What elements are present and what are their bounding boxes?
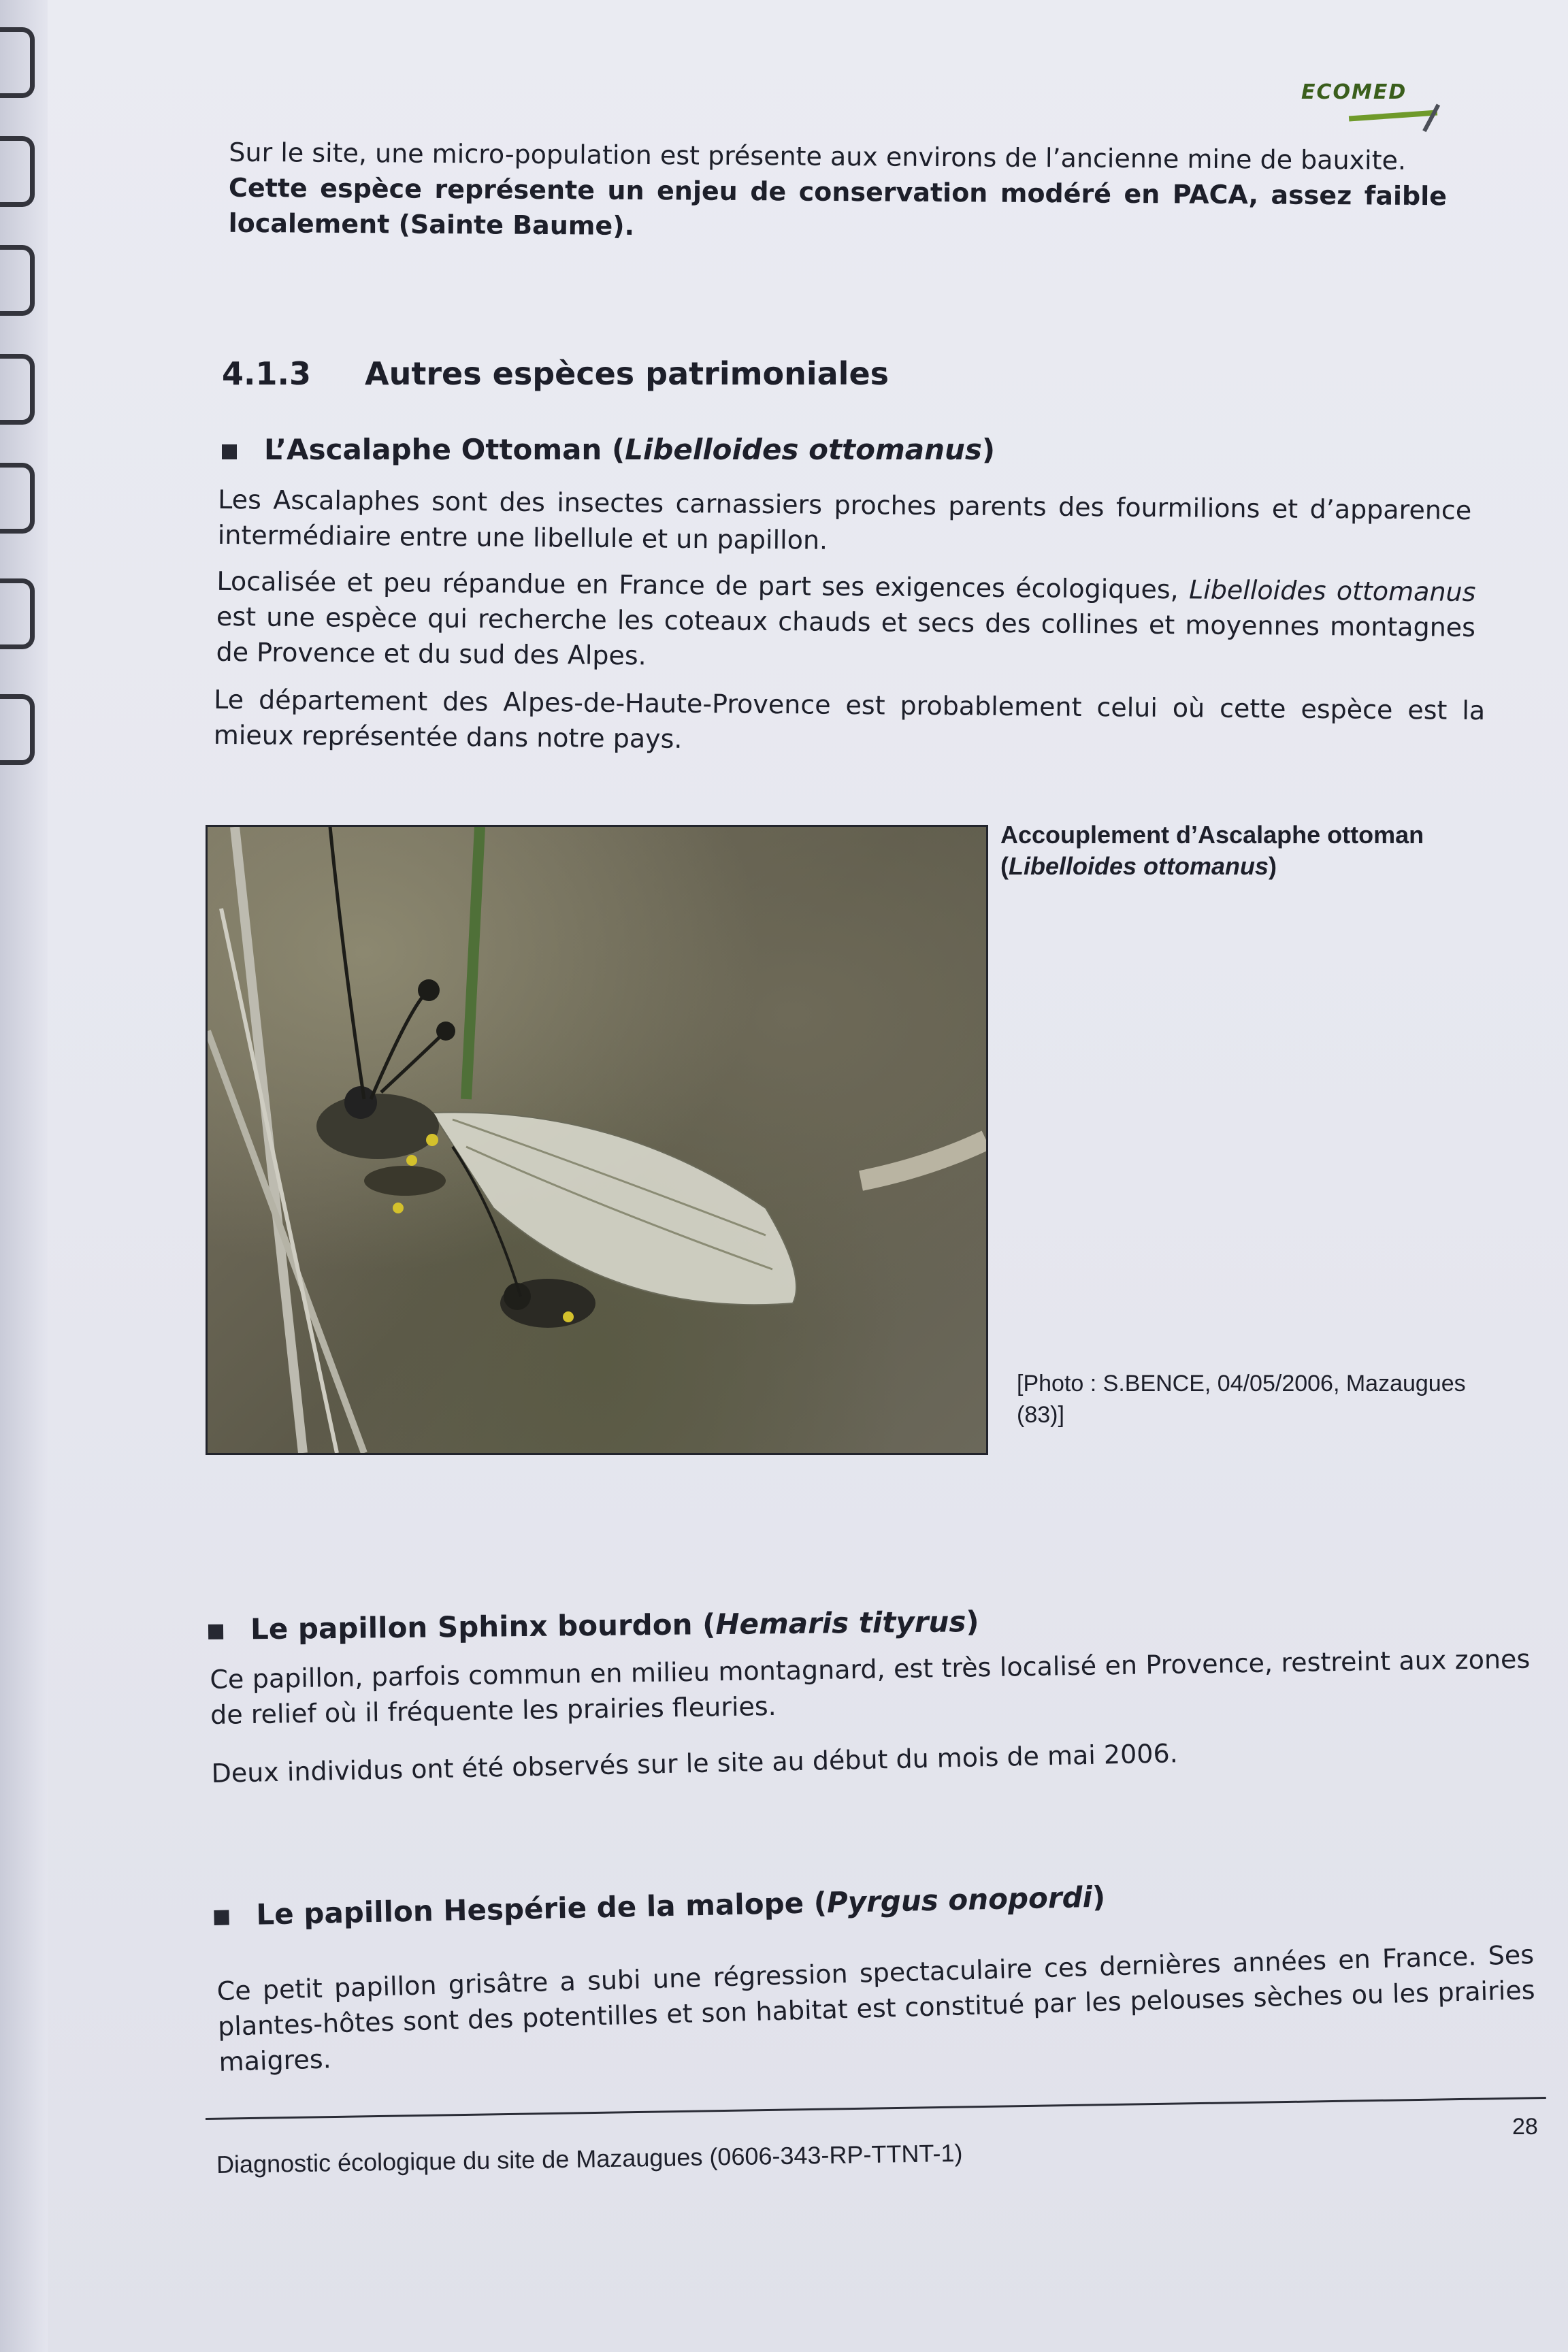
ascalaphe-p3: Le département des Alpes-de-Haute-Provence est probablement celui où cette espèce est la mieux représentée dans notre pays. xyxy=(213,684,1486,754)
hesperie-p1: Ce petit papillon grisâtre a subi une régression spectaculaire ces dernières années en France. Ses plantes-hôtes sont des potentilles et son habitat est constitué par les pelouses sèches ou les prairies maigres. xyxy=(216,1939,1536,2077)
species-latin: Libelloides ottomanus xyxy=(625,433,982,466)
sphinx-p1: Ce papillon, parfois commun en milieu montagnard, est très localisé en Provence, restreint aux zones de relief où il fréquente les prairies fleuries. xyxy=(210,1644,1531,1730)
species-name: Le papillon Sphinx bourdon xyxy=(250,1607,693,1646)
section-heading xyxy=(222,355,889,392)
binding-ring xyxy=(0,694,35,765)
bullet-icon xyxy=(214,1910,229,1925)
binding-ring xyxy=(0,463,35,534)
intro-line: Sur le site, une micro-population est présente aux environs de l’ancienne mine de bauxite. xyxy=(229,137,1407,176)
species-heading-hesperie: Le papillon Hespérie de la malope (Pyrgus onopordi) xyxy=(214,1880,1106,1932)
footer-rule xyxy=(206,2097,1546,2120)
species-heading-sphinx: Le papillon Sphinx bourdon (Hemaris tityrus) xyxy=(208,1605,979,1646)
ascalaphe-p2 xyxy=(216,564,1475,681)
page-number: 28 xyxy=(1512,2114,1538,2140)
p2-latin: Libelloides ottomanus xyxy=(1188,574,1476,608)
ecomed-logo xyxy=(1301,80,1451,135)
binding-ring xyxy=(0,578,35,649)
binding-ring xyxy=(0,27,35,98)
binding-shadow xyxy=(0,0,48,2352)
insect-illustration xyxy=(208,827,986,1453)
sphinx-p2: Deux individus ont été observés sur le site au début du mois de mai 2006. xyxy=(211,1738,1179,1788)
species-latin: Pyrgus onopordi xyxy=(826,1880,1093,1920)
photo-credit: [Photo : S.BENCE, 04/05/2006, Mazaugues (83)] xyxy=(1017,1371,1466,1428)
figure-caption-title: Accouplement d’Ascalaphe ottoman (Libelloides ottomanus) xyxy=(1000,821,1424,880)
bullet-icon xyxy=(222,444,237,459)
p2-start: Localisée et peu répandue en France de part ses exigences écologiques, xyxy=(216,566,1179,605)
ascalaphe-p1: Les Ascalaphes sont des insectes carnassiers proches parents des fourmilions et d’apparence intermédiaire entre une libellule et un papillon. xyxy=(217,484,1472,555)
caption-title: Accouplement d’Ascalaphe ottoman xyxy=(1000,821,1424,849)
section-title: Autres espèces patrimoniales xyxy=(365,355,889,392)
binding-ring xyxy=(0,245,35,316)
intro-paragraph xyxy=(228,135,1447,249)
binding-ring xyxy=(0,354,35,425)
intro-bold: Cette espèce représente un enjeu de conservation modéré en PACA, assez faible localement (Sainte Baume). xyxy=(228,172,1448,241)
species-latin: Hemaris tityrus xyxy=(715,1605,966,1642)
binding-ring xyxy=(0,136,35,207)
footer-text: Diagnostic écologique du site de Mazaugues (0606-343-RP-TTNT-1) xyxy=(216,2138,963,2178)
logo-text: ECOMED xyxy=(1301,80,1407,104)
species-heading-ascalaphe: L’Ascalaphe Ottoman (Libelloides ottomanus) xyxy=(222,433,995,466)
species-name: Le papillon Hespérie de la malope xyxy=(255,1886,804,1931)
species-name: L’Ascalaphe Ottoman xyxy=(264,433,602,466)
bullet-icon xyxy=(208,1624,223,1639)
ascalaphe-photo xyxy=(206,825,988,1455)
caption-latin: Libelloides ottomanus xyxy=(1009,852,1269,880)
section-number: 4.1.3 xyxy=(222,355,311,392)
p2-end: est une espèce qui recherche les coteaux chauds et secs des collines et moyennes montagnes de Provence et du sud des Alpes. xyxy=(216,601,1476,671)
